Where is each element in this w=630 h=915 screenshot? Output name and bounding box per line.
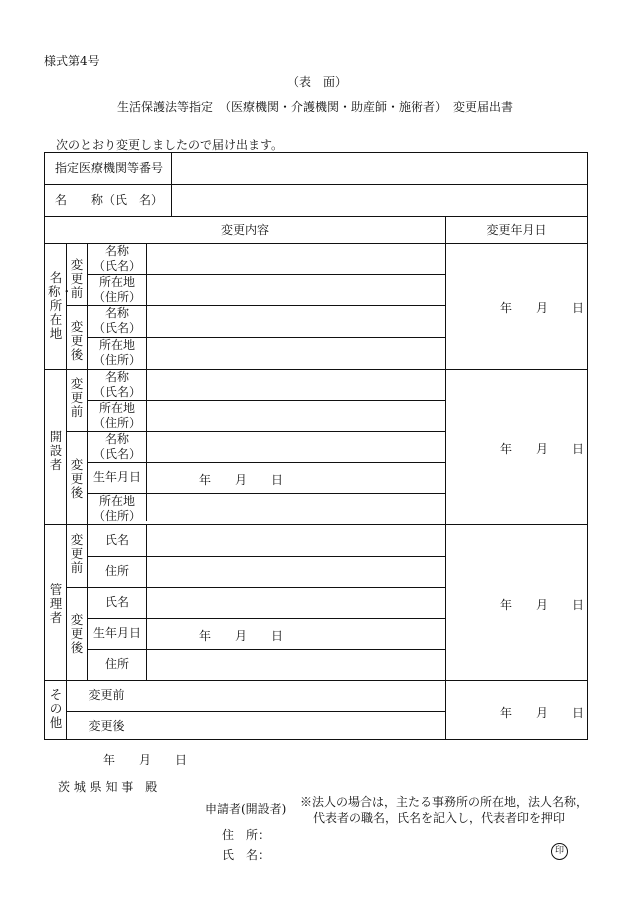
g3-before-residence-label: 住所 xyxy=(104,564,129,578)
g2-before-name-label: 名称 （氏名） xyxy=(92,369,141,399)
designated-number-label: 指定医療機関等番号 xyxy=(55,161,164,175)
g2-birth-date[interactable]: 年 月 日 xyxy=(199,473,284,487)
addressee: 茨 城 県 知 事 殿 xyxy=(58,780,158,794)
g4-after-label: 変更後 xyxy=(88,718,125,733)
g2-before-address-label: 所在地 （住所） xyxy=(92,400,141,430)
side-label: （表 面） xyxy=(287,75,348,89)
group-founder-label: 開設者 xyxy=(49,429,63,472)
g1-before-address-label: 所在地 （住所） xyxy=(92,274,141,304)
g3-after-birth-label: 生年月日 xyxy=(92,626,141,640)
group-other-label: その他 xyxy=(49,687,63,730)
corporate-note-line1: ※法人の場合は，主たる事務所の所在地，法人名称， xyxy=(300,795,589,809)
group2-after-label: 変更後 xyxy=(70,457,84,500)
g4-change-date[interactable]: 年 月 日 xyxy=(500,706,585,720)
form-number: 様式第4号 xyxy=(44,54,100,68)
change-content-header: 変更内容 xyxy=(220,222,269,237)
g1-change-date[interactable]: 年 月 日 xyxy=(500,301,585,315)
group1-after-label: 変更後 xyxy=(70,319,84,362)
g1-after-address-label: 所在地 （住所） xyxy=(92,338,141,367)
g3-after-residence-label: 住所 xyxy=(104,657,129,671)
g3-change-date[interactable]: 年 月 日 xyxy=(500,598,585,612)
name-label: 名 称（氏 名） xyxy=(55,193,164,207)
applicant-label: 申請者(開設者) xyxy=(205,802,287,816)
g2-after-birth-label: 生年月日 xyxy=(92,470,141,484)
corporate-note-line2: 代表者の職名，氏名を記入し，代表者印を押印 xyxy=(313,811,566,825)
g2-after-address-label: 所在地 （住所） xyxy=(92,493,141,523)
name-field[interactable] xyxy=(172,185,587,216)
group2-before-label: 変更前 xyxy=(70,376,84,419)
g2-after-name-label: 名称 （氏名） xyxy=(92,431,141,461)
group-manager-label: 管理者 xyxy=(49,582,63,625)
change-date-header: 変更年月日 xyxy=(486,222,547,237)
seal-mark-icon: 印 xyxy=(551,843,568,860)
group1-before-label: 変更前 xyxy=(70,257,84,300)
applicant-name-label: 氏 名： xyxy=(222,848,271,862)
intro-text: 次のとおり変更しましたので届け出ます。 xyxy=(56,138,284,152)
group3-before-label: 変更前 xyxy=(70,532,84,575)
change-notification-table xyxy=(44,152,588,740)
designated-number-field[interactable] xyxy=(172,153,587,184)
group-name-address-label: 名称・所在地 xyxy=(48,270,74,341)
g4-before-label: 変更前 xyxy=(88,688,125,702)
g1-after-name-label: 名称 （氏名） xyxy=(92,306,141,335)
g3-after-person-label: 氏名 xyxy=(104,595,129,609)
g3-birth-date[interactable]: 年 月 日 xyxy=(199,629,284,643)
g3-before-person-label: 氏名 xyxy=(104,532,129,547)
submission-date[interactable]: 年 月 日 xyxy=(103,753,188,767)
group3-after-label: 変更後 xyxy=(70,612,84,655)
form-title: 生活保護法等指定 （医療機関・介護機関・助産師・施術者） 変更届出書 xyxy=(117,100,514,114)
g2-change-date[interactable]: 年 月 日 xyxy=(500,442,585,456)
g1-before-name-label: 名称 （氏名） xyxy=(92,243,141,273)
applicant-address-label: 住 所： xyxy=(222,828,271,842)
